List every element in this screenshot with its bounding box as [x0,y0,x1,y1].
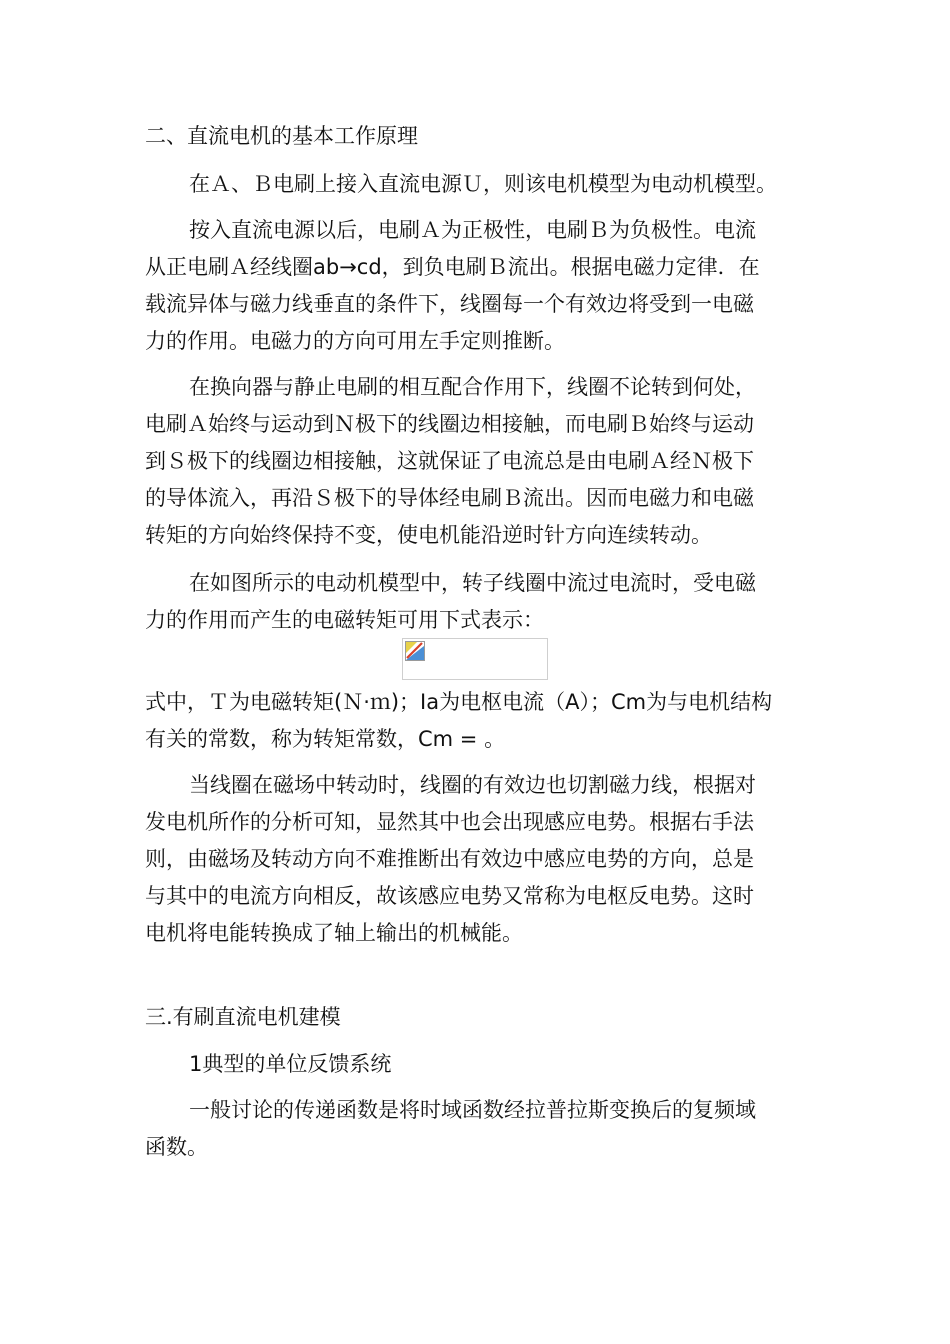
paragraph-line: 到Ｓ极下的线圈边相接触，这就保证了电流总是由电刷Ａ经Ｎ极下 [145,449,754,473]
paragraph-2 [145,212,810,360]
paragraph-line: 发电机所作的分析可知，显然其中也会出现感应电势。根据右手法 [145,810,754,834]
paragraph-line: 当线圈在磁场中转动时，线圈的有效边也切割磁力线，根据对 [189,773,756,797]
paragraph-line: 按入直流电源以后，电刷Ａ为正极性，电刷Ｂ为负极性。电流 [189,218,756,242]
paragraph-line: 一般讨论的传递函数是将时域函数经拉普拉斯变换后的复频域 [189,1098,756,1122]
paragraph-line: 电刷Ａ始终与运动到Ｎ极下的线圈边相接触，而电刷Ｂ始终与运动 [145,412,754,436]
paragraph-line: 从正电刷Ａ经线圈ab→cd，到负电刷Ｂ流出。根据电磁力定律．在 [145,255,760,279]
formula-image [402,638,548,680]
paragraph-line: 在如图所示的电动机模型中，转子线圈中流过电流时，受电磁 [189,571,756,595]
paragraph-3 [145,369,810,554]
paragraph-6 [145,767,810,952]
paragraph-line: 电机将电能转换成了轴上输出的机械能。 [145,921,523,945]
paragraph-line: 的导体流入，再沿Ｓ极下的导体经电刷Ｂ流出。因而电磁力和电磁 [145,486,754,510]
paragraph-7 [145,1092,810,1166]
paragraph-line: 有关的常数，称为转矩常数，Cm = 。 [145,727,506,751]
paragraph-line: 力的作用。电磁力的方向可用左手定则推断。 [145,329,565,353]
paragraph-4 [145,565,810,639]
subheading-text: 1典型的单位反馈系统 [189,1052,392,1076]
section-heading-2 [145,118,810,155]
paragraph-line: 函数。 [145,1135,208,1159]
paragraph-line: 在Ａ、Ｂ电刷上接入直流电源Ｕ，则该电机模型为电动机模型。 [189,172,777,196]
heading-text: 三.有刷直流电机建模 [145,1005,341,1029]
paragraph-line: 载流异体与磁力线垂直的条件下，线圈每一个有效边将受到一电磁 [145,292,754,316]
broken-image-icon [405,641,425,661]
heading-text: 二、直流电机的基本工作原理 [145,124,418,148]
paragraph-line: 在换向器与静止电刷的相互配合作用下，线圈不论转到何处， [189,375,756,399]
paragraph-1 [145,166,810,203]
paragraph-line: 式中，Ｔ为电磁转矩(Ｎ·ｍ)；Ia为电枢电流（A）；Cm为与电机结构 [145,690,773,714]
paragraph-line: 与其中的电流方向相反，故该感应电势又常称为电枢反电势。这时 [145,884,754,908]
subheading-1 [145,1046,810,1083]
paragraph-line: 则，由磁场及转动方向不难推断出有效边中感应电势的方向，总是 [145,847,754,871]
paragraph-line: 力的作用而产生的电磁转矩可用下式表示： [145,608,544,632]
paragraph-line: 转矩的方向始终保持不变，使电机能沿逆时针方向连续转动。 [145,523,712,547]
section-heading-3 [145,999,810,1036]
paragraph-5 [145,684,810,758]
